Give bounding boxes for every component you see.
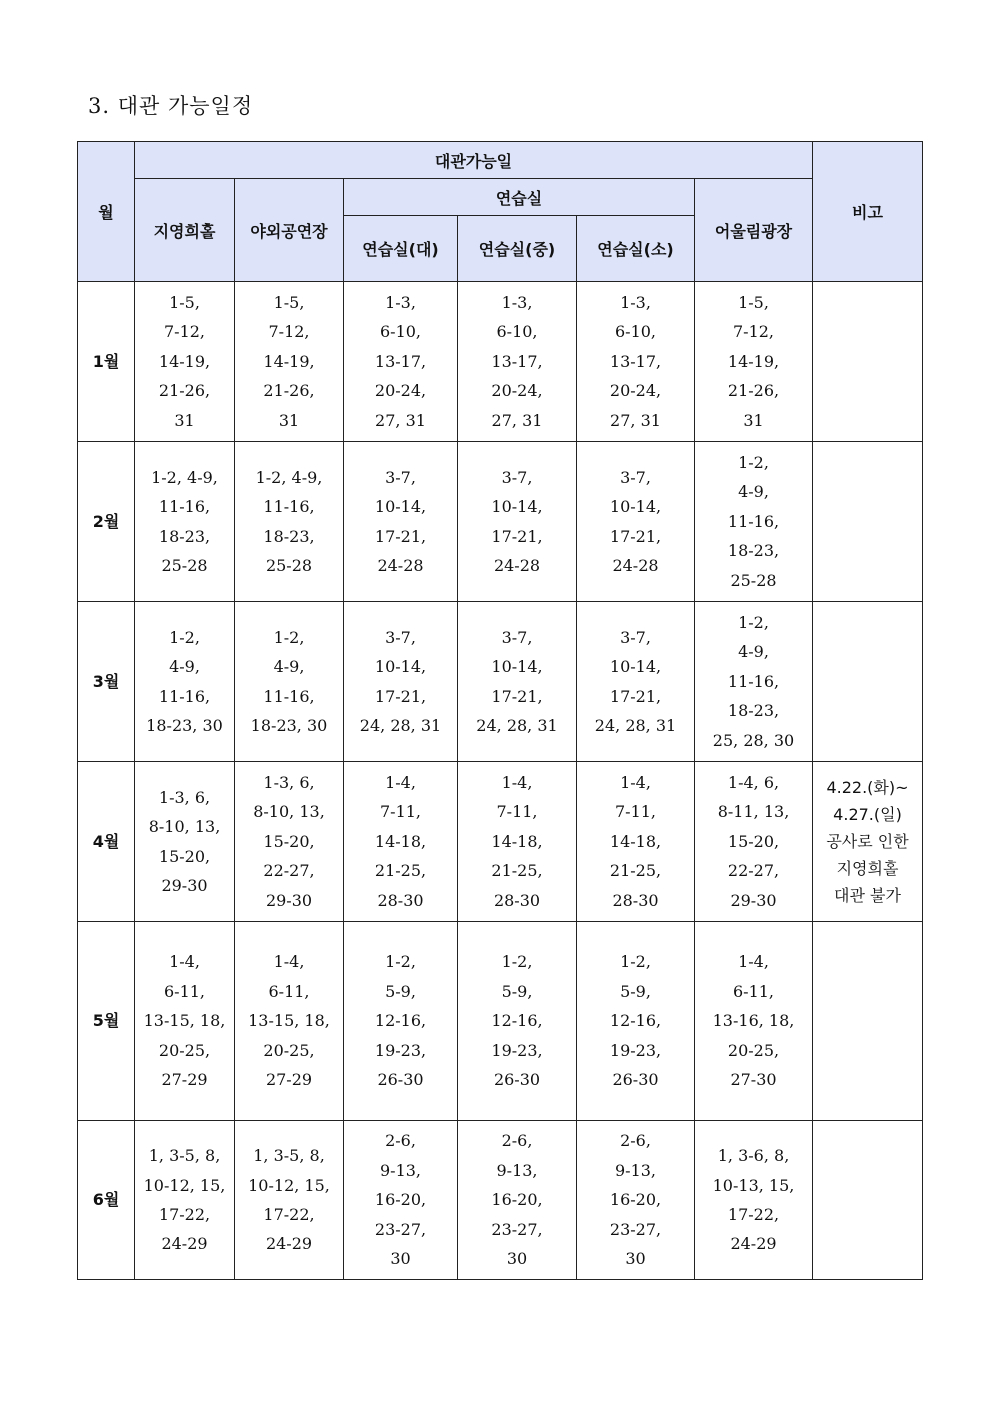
date-line: 1, 3-5, 8,	[148, 1146, 221, 1166]
date-line: 19-23,	[491, 1040, 543, 1060]
note-cell	[813, 762, 923, 922]
date-line: 1-4,	[738, 952, 769, 972]
date-line: 30	[390, 1249, 411, 1269]
date-cell-practice-small	[577, 602, 695, 762]
header-month: 월	[78, 142, 135, 282]
date-line: 17-21,	[609, 526, 662, 546]
date-line: 1-2,	[385, 952, 416, 972]
note-cell	[813, 442, 923, 602]
date-line: 20-25,	[727, 1040, 780, 1060]
date-cell-plaza	[695, 282, 813, 442]
date-line: 23-27,	[374, 1219, 427, 1239]
section-title: 3. 대관 가능일정	[88, 94, 254, 118]
date-cell-hall	[135, 602, 235, 762]
date-line: 1-4,	[501, 772, 533, 792]
date-line: 31	[743, 410, 764, 430]
date-line: 11-16,	[158, 686, 211, 706]
date-line: 20-25,	[263, 1040, 315, 1060]
date-line: 1, 3-6, 8,	[717, 1146, 790, 1166]
date-line: 3-7,	[385, 467, 416, 487]
date-line: 24-28	[612, 555, 659, 575]
date-line: 29-30	[265, 890, 313, 910]
date-line: 10-14,	[491, 497, 543, 517]
date-line: 26-30	[493, 1070, 541, 1090]
date-cell-outdoor	[235, 762, 344, 922]
date-cell-practice-medium	[458, 762, 577, 922]
date-line: 7-11,	[379, 802, 422, 822]
date-line: 14-18,	[374, 831, 427, 851]
date-line: 1-5,	[738, 292, 769, 312]
date-cell-practice-small	[577, 922, 695, 1121]
date-line: 1-2,	[501, 952, 533, 972]
date-line: 1-2,	[738, 452, 769, 472]
date-line: 1-2, 4-9,	[255, 467, 323, 487]
date-line: 19-23,	[609, 1040, 662, 1060]
month-cell: 1월	[78, 282, 135, 442]
header-outdoor: 야외공연장	[235, 179, 344, 282]
date-line: 24-29	[265, 1234, 313, 1254]
note-line: 지영희홀	[836, 859, 899, 878]
date-line: 11-16,	[263, 686, 315, 706]
date-line: 24-28	[377, 555, 424, 575]
date-line: 27, 31	[375, 410, 426, 430]
date-line: 8-10, 13,	[253, 802, 325, 822]
date-cell-practice-small	[577, 1121, 695, 1280]
date-cell-outdoor	[235, 282, 344, 442]
date-line: 26-30	[612, 1070, 659, 1090]
date-line: 11-16,	[263, 497, 315, 517]
date-cell-practice-small	[577, 282, 695, 442]
date-line: 17-22,	[263, 1205, 315, 1224]
date-cell-outdoor	[235, 922, 344, 1121]
date-cell-plaza	[695, 922, 813, 1121]
date-line: 16-20,	[609, 1190, 662, 1210]
date-line: 29-30	[730, 890, 777, 910]
date-line: 4-9,	[738, 642, 769, 662]
date-line: 9-13,	[614, 1160, 657, 1180]
month-cell: 3월	[78, 602, 135, 762]
date-line: 1-5,	[273, 292, 305, 312]
date-cell-practice-medium	[458, 602, 577, 762]
date-line: 25, 28, 30	[712, 730, 795, 750]
date-line: 10-13, 15,	[712, 1175, 795, 1195]
date-line: 24, 28, 31	[359, 715, 442, 735]
date-line: 14-19,	[727, 351, 780, 371]
date-line: 1-3, 6,	[263, 772, 315, 792]
date-line: 13-17,	[491, 351, 543, 371]
date-line: 15-20,	[263, 831, 315, 851]
date-line: 27, 31	[491, 410, 543, 430]
date-line: 1-2, 4-9,	[151, 467, 218, 487]
date-cell-practice-large	[344, 922, 458, 1121]
date-line: 23-27,	[609, 1219, 662, 1239]
date-line: 1, 3-5, 8,	[253, 1146, 325, 1166]
date-line: 8-10, 13,	[148, 817, 221, 837]
month-cell: 2월	[78, 442, 135, 602]
date-line: 12-16,	[491, 1011, 543, 1031]
note-line: 공사로 인한	[826, 832, 909, 851]
date-line: 15-20,	[727, 831, 780, 851]
date-line: 9-13,	[496, 1160, 538, 1180]
date-line: 20-24,	[491, 381, 543, 401]
date-line: 8-11, 13,	[717, 802, 790, 822]
date-cell-practice-medium	[458, 442, 577, 602]
date-cell-practice-medium	[458, 922, 577, 1121]
date-cell-plaza	[695, 442, 813, 602]
header-note: 비고	[813, 142, 923, 282]
date-line: 13-16, 18,	[712, 1011, 795, 1031]
date-line: 1-2,	[620, 952, 651, 972]
table-row	[78, 762, 923, 922]
date-line: 29-30	[161, 875, 208, 895]
date-line: 17-21,	[374, 526, 427, 546]
date-line: 19-23,	[374, 1040, 427, 1060]
date-line: 1-3,	[620, 292, 651, 312]
date-line: 11-16,	[727, 671, 780, 691]
table-row	[78, 1121, 923, 1280]
date-line: 4-9,	[169, 657, 200, 677]
date-cell-practice-large	[344, 762, 458, 922]
date-line: 20-24,	[374, 381, 427, 401]
date-line: 7-12,	[268, 322, 310, 342]
date-line: 17-21,	[374, 686, 427, 706]
date-line: 25-28	[265, 555, 313, 575]
date-cell-hall	[135, 922, 235, 1121]
date-line: 14-18,	[491, 831, 543, 851]
date-line: 17-21,	[491, 686, 543, 706]
date-line: 7-12,	[732, 322, 775, 342]
date-line: 1-2,	[738, 612, 769, 632]
note-line: 4.22.(화)~	[826, 778, 909, 797]
date-line: 21-25,	[491, 861, 543, 881]
note-cell	[813, 602, 923, 762]
date-line: 14-18,	[609, 831, 662, 851]
date-line: 17-21,	[609, 686, 662, 706]
date-line: 3-7,	[501, 467, 533, 487]
note-line: 대관 불가	[834, 886, 901, 905]
date-line: 10-14,	[491, 657, 543, 677]
date-line: 20-24,	[609, 381, 662, 401]
date-line: 10-14,	[374, 657, 427, 677]
note-cell	[813, 922, 923, 1121]
date-cell-practice-small	[577, 442, 695, 602]
date-line: 30	[506, 1249, 528, 1269]
date-line: 27-30	[730, 1070, 777, 1090]
date-line: 6-11,	[163, 981, 206, 1001]
date-line: 5-9,	[501, 981, 533, 1001]
date-line: 18-23,	[158, 526, 211, 546]
date-line: 1-4,	[385, 772, 416, 792]
date-line: 22-27,	[263, 861, 315, 881]
date-line: 24-28	[493, 555, 541, 575]
table-row	[78, 922, 923, 1121]
date-line: 1-4,	[169, 952, 200, 972]
date-line: 21-25,	[374, 861, 427, 881]
date-line: 18-23,	[727, 701, 780, 721]
date-line: 4-9,	[273, 657, 305, 677]
date-line: 27-29	[265, 1070, 313, 1090]
date-cell-plaza	[695, 762, 813, 922]
date-cell-practice-large	[344, 1121, 458, 1280]
date-cell-hall	[135, 762, 235, 922]
note-cell	[813, 1121, 923, 1280]
rental-schedule-table	[77, 141, 923, 1280]
date-line: 25-28	[161, 555, 208, 575]
date-line: 9-13,	[379, 1160, 422, 1180]
date-line: 12-16,	[374, 1011, 427, 1031]
date-line: 25-28	[730, 570, 777, 590]
date-line: 2-6,	[501, 1131, 533, 1151]
date-line: 4-9,	[738, 482, 769, 502]
date-line: 27, 31	[610, 410, 661, 430]
header-practice-small: 연습실(소)	[577, 216, 695, 282]
month-cell: 5월	[78, 922, 135, 1121]
date-line: 17-21,	[491, 526, 543, 546]
header-practice-medium: 연습실(중)	[458, 216, 577, 282]
date-line: 21-26,	[158, 381, 211, 401]
date-line: 1-2,	[169, 627, 200, 647]
date-line: 3-7,	[620, 627, 651, 647]
date-line: 6-11,	[268, 981, 310, 1001]
date-line: 1-4,	[273, 952, 305, 972]
date-line: 17-22,	[727, 1205, 780, 1224]
date-cell-practice-small	[577, 762, 695, 922]
date-line: 6-10,	[496, 322, 538, 342]
schedule-body	[78, 282, 923, 1280]
date-line: 24-29	[730, 1234, 777, 1254]
month-cell: 4월	[78, 762, 135, 922]
date-line: 7-11,	[614, 802, 657, 822]
date-line: 31	[278, 410, 300, 430]
note-cell	[813, 282, 923, 442]
date-line: 2-6,	[385, 1131, 416, 1151]
date-cell-plaza	[695, 1121, 813, 1280]
date-line: 10-12, 15,	[143, 1175, 226, 1195]
date-cell-plaza	[695, 602, 813, 762]
date-line: 18-23, 30	[146, 715, 223, 735]
date-line: 6-11,	[732, 981, 775, 1001]
date-line: 1-3,	[501, 292, 533, 312]
date-line: 24-29	[161, 1234, 208, 1254]
header-available: 대관가능일	[135, 142, 813, 179]
date-line: 23-27,	[491, 1219, 543, 1239]
date-line: 10-12, 15,	[248, 1175, 330, 1195]
date-cell-practice-large	[344, 442, 458, 602]
date-line: 14-19,	[158, 351, 211, 371]
date-line: 21-25,	[609, 861, 662, 881]
date-line: 1-4,	[620, 772, 651, 792]
header-plaza: 어울림광장	[695, 179, 813, 282]
date-line: 20-25,	[158, 1040, 211, 1060]
date-line: 1-5,	[169, 292, 200, 312]
date-cell-hall	[135, 442, 235, 602]
date-line: 28-30	[493, 890, 541, 910]
date-line: 13-17,	[609, 351, 662, 371]
date-line: 21-26,	[263, 381, 315, 401]
date-line: 7-11,	[496, 802, 538, 822]
date-line: 3-7,	[385, 627, 416, 647]
header-hall: 지영희홀	[135, 179, 235, 282]
date-line: 24, 28, 31	[594, 715, 677, 735]
date-line: 13-15, 18,	[143, 1011, 226, 1031]
date-line: 7-12,	[163, 322, 206, 342]
date-line: 16-20,	[491, 1190, 543, 1210]
date-line: 31	[174, 410, 195, 430]
date-cell-hall	[135, 282, 235, 442]
date-line: 1-4, 6,	[727, 772, 780, 792]
date-cell-hall	[135, 1121, 235, 1280]
date-line: 30	[625, 1249, 646, 1269]
date-line: 27-29	[161, 1070, 208, 1090]
date-line: 15-20,	[158, 846, 211, 866]
date-cell-practice-medium	[458, 282, 577, 442]
date-cell-practice-large	[344, 602, 458, 762]
date-line: 1-3, 6,	[158, 787, 211, 807]
date-line: 12-16,	[609, 1011, 662, 1031]
date-line: 22-27,	[727, 861, 780, 881]
date-line: 17-22,	[158, 1205, 211, 1224]
date-line: 6-10,	[379, 322, 422, 342]
date-line: 18-23, 30	[250, 715, 328, 735]
date-line: 28-30	[612, 890, 659, 910]
date-line: 10-14,	[374, 497, 427, 517]
date-line: 10-14,	[609, 497, 662, 517]
date-line: 5-9,	[620, 981, 651, 1001]
date-cell-practice-large	[344, 282, 458, 442]
date-line: 2-6,	[620, 1131, 651, 1151]
header-practice: 연습실	[344, 179, 695, 216]
date-line: 1-2,	[273, 627, 305, 647]
table-row	[78, 602, 923, 762]
date-cell-outdoor	[235, 442, 344, 602]
date-line: 21-26,	[727, 381, 780, 401]
note-line: 4.27.(일)	[833, 805, 902, 824]
date-line: 3-7,	[620, 467, 651, 487]
date-cell-outdoor	[235, 602, 344, 762]
date-line: 11-16,	[158, 497, 211, 517]
date-line: 14-19,	[263, 351, 315, 371]
month-cell: 6월	[78, 1121, 135, 1280]
date-cell-outdoor	[235, 1121, 344, 1280]
date-line: 13-15, 18,	[248, 1011, 330, 1031]
date-line: 1-3,	[385, 292, 416, 312]
header-practice-large: 연습실(대)	[344, 216, 458, 282]
date-line: 18-23,	[263, 526, 315, 546]
date-line: 11-16,	[727, 511, 780, 531]
table-row	[78, 282, 923, 442]
date-line: 6-10,	[614, 322, 657, 342]
date-line: 13-17,	[374, 351, 427, 371]
date-line: 24, 28, 31	[476, 715, 558, 735]
date-line: 3-7,	[501, 627, 533, 647]
date-cell-practice-medium	[458, 1121, 577, 1280]
date-line: 10-14,	[609, 657, 662, 677]
date-line: 26-30	[377, 1070, 424, 1090]
table-row	[78, 442, 923, 602]
date-line: 5-9,	[385, 981, 416, 1001]
date-line: 18-23,	[727, 541, 780, 561]
date-line: 28-30	[377, 890, 424, 910]
date-line: 16-20,	[374, 1190, 427, 1210]
